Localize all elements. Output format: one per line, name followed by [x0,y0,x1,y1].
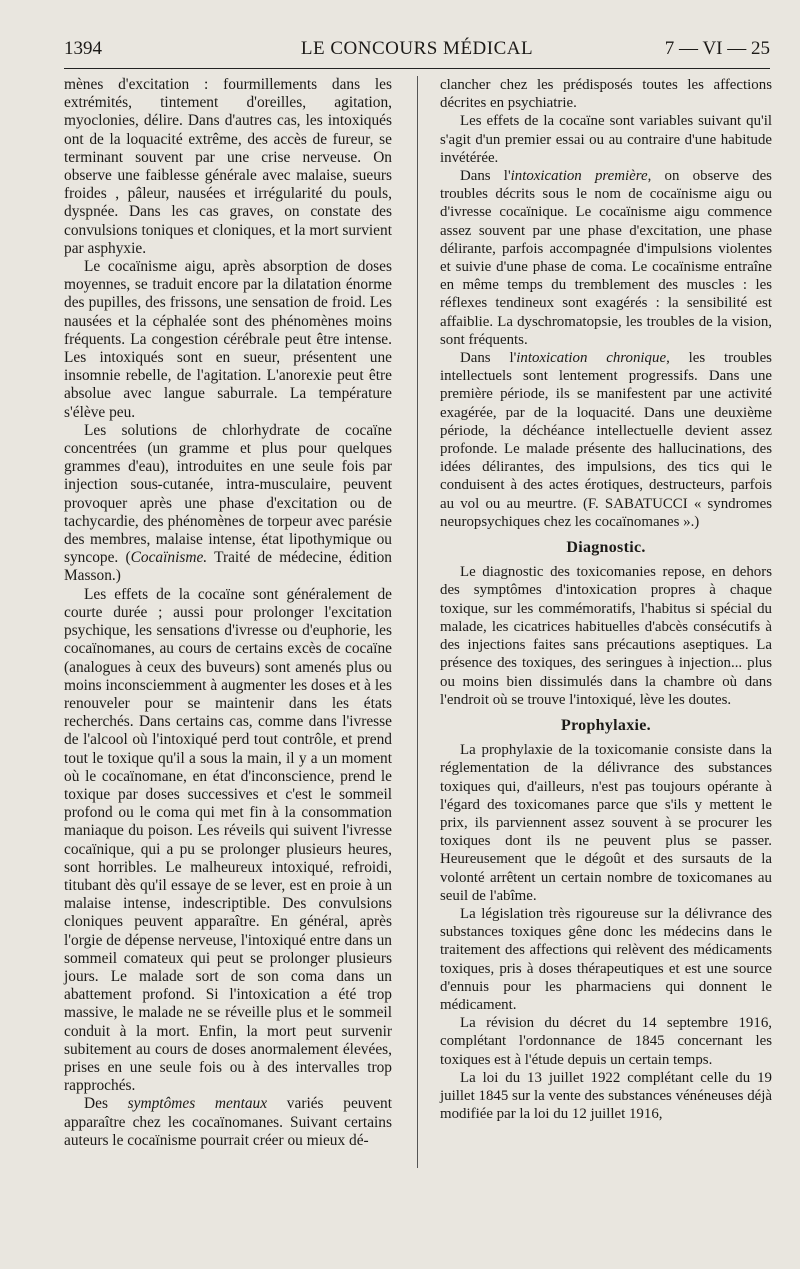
paragraph-text: Traité de médecine, édition Masson.) [64,549,392,585]
paragraph-text: Dans l' [460,168,511,185]
section-heading-diagnostic: Diagnostic. [566,539,646,557]
section-heading-prophylaxie: Prophylaxie. [561,716,651,734]
paragraph-text: variés peuvent apparaître chez les cocaïnomanes. Suivant certains auteurs le cocaïnisme pourrait créer ou mieux dé- [64,1095,392,1149]
paragraph: Le diagnostic des toxicomanies repose, en dehors des symptômes d'intoxication propres à chaque toxique, sur les commémoratifs, l'habitus si spécial du malade, les cicatrices habituelles d'abcès consécutifs à des injections faites sans précautions aseptiques. La présence des toxiques, des seringues à injection... plus ou moins bien dissimulés dans la chambre où dans l'endroit où se trouve l'intoxiqué, lève les doutes. [440,564,772,708]
paragraph: clancher chez les prédisposés toutes les affections décrites en psychiatrie. [440,77,772,112]
paragraph: Les effets de la cocaïne sont généralement de courte durée ; aussi pour prolonger l'excitation psychique, les sensations d'ivresse ou d'euphorie, les cocaïnomanes, au cours de certains excès de cocaïne (analogues à ceux des buveurs) sont amenés plus ou moins inconsciemment à augmenter les doses et à les renouveler pour se maintenir dans les états recherchés. Dans certains cas, comme dans l'ivresse de l'alcool où l'intoxiqué perd tout contrôle, et prend tout le toxique qu'il a sous la main, il y a un moment où le cocaïnomane, en état d'inconscience, prend le toxique par doses successives et c'est le sommeil profond ou le coma qui met fin à la consommation maniaque du poison. Les réveils qui suivent l'ivresse cocaïnique, qui a pu se prolonger plusieurs heures, sont horribles. Le malheureux intoxiqué, refroidi, titubant dès qu'il essaye de se lever, est en proie à un malaise intense, indescriptible. Des convulsions cloniques peuvent apparaître. En général, après l'orgie de dépense nerveuse, l'intoxiqué entre dans un sommeil comateux qui peut se prolonger plusieurs jours. Le malade sort de son coma dans un abattement profond. Si l'intoxication a été trop massive, le malade ne se réveille plus et le sommeil conduit à la mort. Enfin, la mort peut survenir subitement au cours de doses anormalement élevées, prises en une seule fois ou à des intervalles trop rapprochés. [64,585,392,1095]
italic-term: symptômes mentaux [127,1095,268,1113]
journal-title: LE CONCOURS MÉDICAL [300,38,534,59]
paragraph: La loi du 13 juillet 1922 complétant celle du 19 juillet 1845 sur la vente des substances vénéneuses déjà modifiée par la loi du 12 juillet 1916, [440,1069,772,1123]
issue-date: 7 — VI — 25 [664,38,770,59]
paragraph: La législation très rigoureuse sur la délivrance des substances toxiques gêne donc les médecins dans le traitement des affections qui relèvent des médicaments toxiques, pris à doses thérapeutiques et est une source d'ennuis pour les pharmaciens qui donnent le médicament. [440,905,772,1013]
paragraph: mènes d'excitation : fourmillements dans les extrémités, tintement d'oreilles, agitation, myoclonies, délire. Dans d'autres cas, les intoxiqués ont de la loquacité extrême, des accès de fureur, se terminant souvent par une crise nerveuse. On observe une faiblesse générale avec malaise, sueurs froides , pâleur, nausées et irrégularité du pouls, dyspnée. Dans les cas graves, on constate des convulsions toniques et cloniques, et la mort survient par asphyxie. [64,76,392,257]
column-divider [417,76,418,1168]
page-number: 1394 [64,38,102,59]
paragraph [64,422,392,586]
paragraph: Les effets de la cocaïne sont variables suivant qu'il s'agit d'un premier essai ou au contraire d'une habitude invétérée. [440,113,772,166]
paragraph [64,1095,392,1150]
right-column [440,76,772,1123]
paragraph [440,167,772,349]
paragraph-text: Des [84,1095,128,1113]
paragraph: Le cocaïnisme aigu, après absorption de doses moyennes, se traduit encore par la dilatation énorme des pupilles, des frissons, une sensation de froid. Les nausées et la céphalée sont des phénomènes moins fréquents. La congestion cérébrale peut être intense. Les intoxiqués sont en sueur, présentent une insomnie rebelle, de l'agitation. L'anorexie peut être absolue avec langue saburrale. La température s'élève peu. [64,258,392,421]
italic-term: intoxication chronique [516,350,667,367]
running-header [64,36,770,69]
paragraph [440,349,772,531]
paragraph: La prophylaxie de la toxicomanie consiste dans la réglementation de la délivrance des substances toxiques qui, d'ailleurs, n'est pas toujours opérante à l'égard des toxicomanes parce que s'ils y mettent le prix, ils parviennent assez souvent à se procurer les toxiques dont ils ne peuvent plus se passer. Heureusement que le dégoût et des sursauts de la volonté arrêtent un certain nombre de toxicomanes au seuil de l'abîme. [440,742,772,904]
paragraph: La révision du décret du 14 septembre 1916, complétant l'ordonnance de 1845 concernant les toxiques est à l'étude depuis un certain temps. [440,1015,772,1068]
paragraph-text: Les solutions de chlorhydrate de cocaïne concentrées (un gramme et plus pour quelques grammes d'eau), introduites en une seule fois par injection sous-cutanée, intra-musculaire, peuvent provoquer après une phase d'excitation ou de tachycardie, des phénomènes de torpeur avec parésie des membres, malaise intense, état lipothymique ou syncope. ( [64,421,392,567]
paragraph-text: Dans l' [460,350,517,367]
italic-title: Cocaïnisme. [130,549,208,567]
paragraph-text: , on observe des troubles décrits sous le nom de cocaïnisme aigu ou d'ivresse cocaïnique. Le cocaïnisme aigu commence assez souvent par une phase d'excitation, une phase délirante, parfois accompagnée d'impulsions violentes et suivie d'une phase de coma. Le cocaïnisme entraîne en même temps du tremblement des muscles : les réflexes tendineux sont exagérés : la sensibilité est affaiblie. La dyschromatopsie, les troubles de la vision, sont fréquents. [440,168,772,348]
left-column [64,76,392,1150]
paragraph-text: , les troubles intellectuels sont lentement progressifs. Dans une première période, ils se manifestent par une activité exagérée, par de la loquacité. Dans une deuxième période, la déchéance intellectuelle devient assez profonde. Le malade présente des hallucinations, des idées délirantes, des impulsions, des tics qui le conduisent à des actes érotiques, destructeurs, parfois au vol ou au meurtre. (F. SABATUCCI « syndromes neuropsychiques chez les cocaïnomanes ».) [440,350,772,530]
italic-term: intoxication première [510,168,648,185]
